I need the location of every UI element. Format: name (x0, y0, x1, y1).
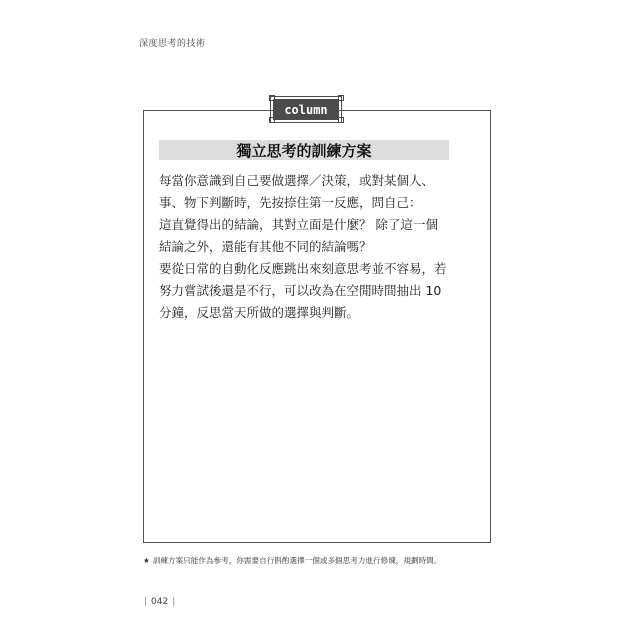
paragraph-2: 這直覺得出的結論，其對立面是什麼？ 除了這一個結論之外，還能有其他不同的結論嗎？ (159, 217, 438, 254)
running-head: 深度思考的技術 (139, 39, 206, 49)
column-label: column (273, 99, 339, 120)
page-number (140, 597, 179, 607)
paragraph-3: 要從日常的自動化反應跳出來刻意思考並不容易，若努力嘗試後還是不行，可以改為在空閒時間抽出 10 分鐘，反思當天所做的選擇與判斷。 (159, 261, 447, 320)
paragraph-1: 每當你意識到自己要做選擇／決策，或對某個人、事、物下判斷時，先按捺住第一反應，問自己： (159, 173, 435, 210)
footnote (143, 555, 441, 566)
column-title (159, 140, 449, 160)
column-title-text: 獨立思考的訓練方案 (236, 141, 372, 160)
star-icon: ★ (143, 556, 150, 565)
page-number-text: 042 (151, 597, 169, 607)
footnote-text: 訓練方案只能作為參考，你需要自行斟酌選擇一個或多個思考力進行修煉，規劃時間。 (152, 556, 442, 565)
folio-divider: | (172, 597, 176, 607)
folio-divider: | (144, 597, 148, 607)
